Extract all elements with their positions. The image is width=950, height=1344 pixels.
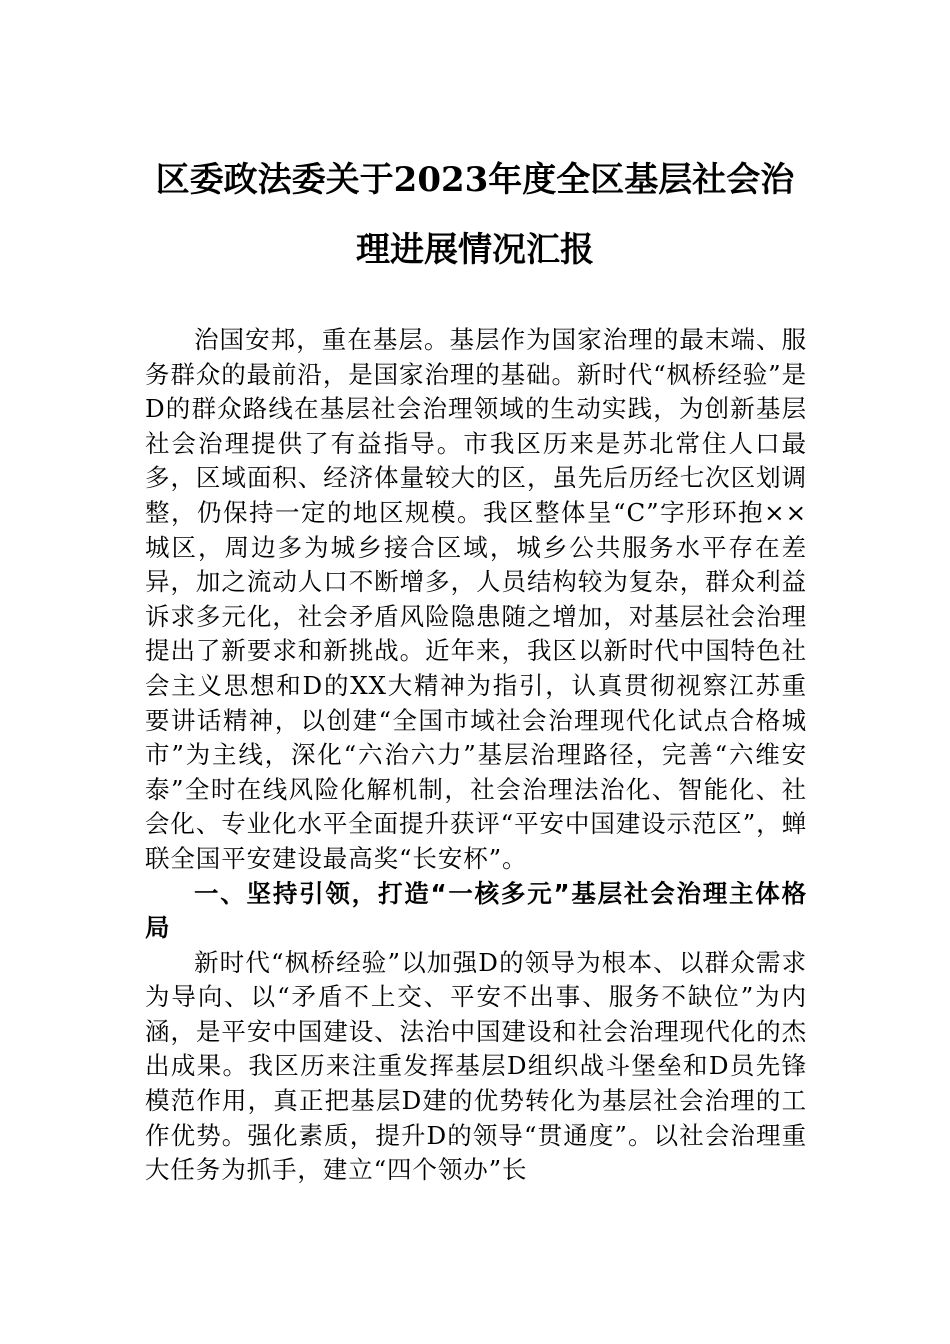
section-heading: 一、坚持引领，打造“一核多元”基层社会治理主体格局 bbox=[145, 878, 807, 943]
intro-paragraph: 治国安邦，重在基层。基层作为国家治理的最末端、服务群众的最前沿，是国家治理的基础。新时代“枫桥经验”是D的群众路线在基层社会治理领域的生动实践，为创新基层社会治理提供了有益指导。市我区历来是苏北常住人口最多，区域面积、经济体量较大的区，虽先后历经七次区划调整，仍保持一定的地区规模。我区整体呈“C”字形环抱××城区，周边多为城乡接合区域，城乡公共服务水平存在差异，加之流动人口不断增多，人员结构较为复杂，群众利益诉求多元化，社会矛盾风险隐患随之增加，对基层社会治理提出了新要求和新挑战。近年来，我区以新时代中国特色社会主义思想和D的XX大精神为指引，认真贯彻视察江苏重要讲话精神，以创建“全国市域社会治理现代化试点合格城市”为主线，深化“六治六力”基层治理路径，完善“六维安泰”全时在线风险化解机制，社会治理法治化、智能化、社会化、专业化水平全面提升获评“平安中国建设示范区”，蝉联全国平安建设最高奖“长安杯”。 bbox=[145, 325, 807, 873]
document-body bbox=[145, 323, 807, 1188]
section-paragraph: 新时代“枫桥经验”以加强D的领导为根本、以群众需求为导向、以“矛盾不上交、平安不出事、服务不缺位”为内涵，是平安中国建设、法治中国建设和社会治理现代化的杰出成果。我区历来注重发挥基层D组织战斗堡垒和D员先锋模范作用，真正把基层D建的优势转化为基层社会治理的工作优势。强化素质，提升D的领导“贯通度”。以社会治理重大任务为抓手，建立“四个领办”长 bbox=[145, 947, 807, 1185]
document-title: 区委政法委关于2023年度全区基层社会治理进展情况汇报 bbox=[155, 160, 795, 270]
